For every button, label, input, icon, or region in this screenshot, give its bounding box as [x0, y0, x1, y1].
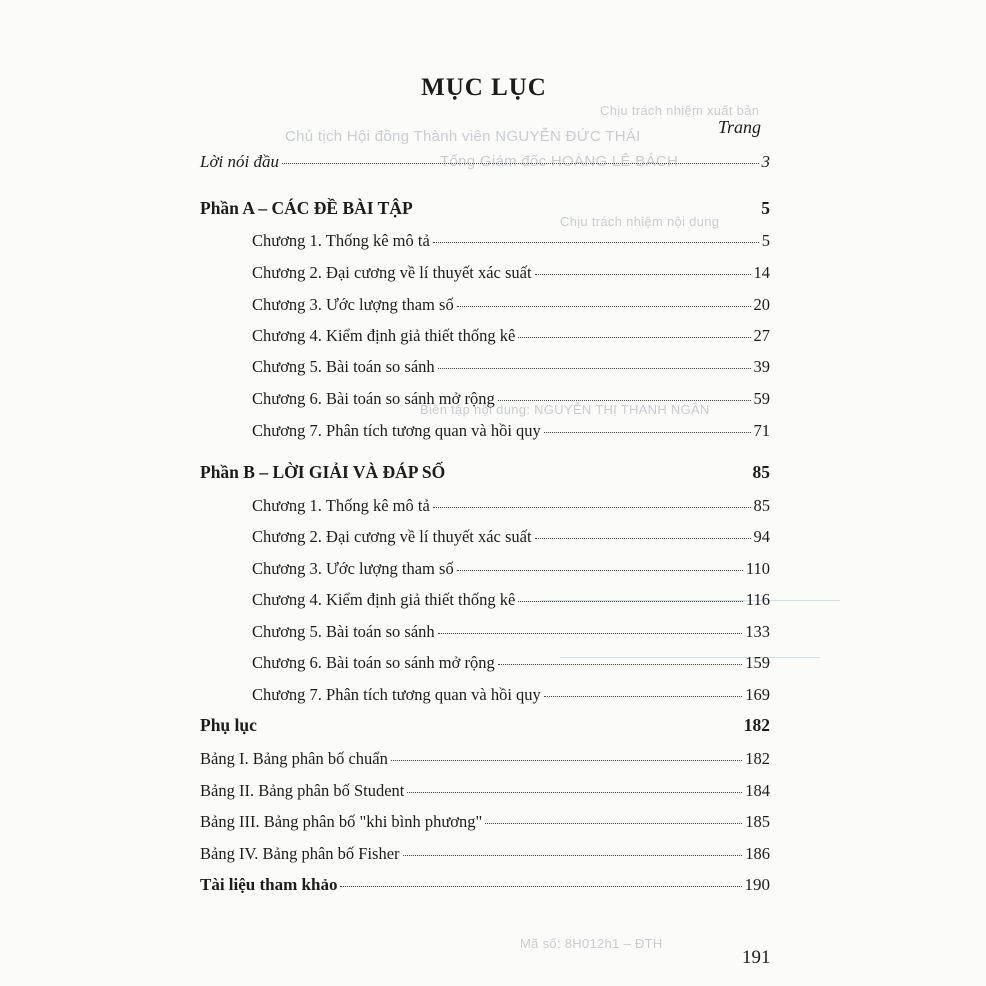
dot-leader — [498, 400, 751, 401]
dot-leader — [457, 570, 743, 571]
dot-leader — [340, 886, 741, 887]
toc-entry-page: 14 — [753, 263, 770, 282]
toc-entry-label: Chương 2. Đại cương về lí thuyết xác suất — [252, 263, 532, 282]
show-through-text: Chịu trách nhiệm xuất bản — [600, 103, 760, 118]
dot-leader — [518, 601, 743, 602]
toc-chapter[interactable] — [252, 559, 770, 579]
toc-entry-label: Chương 5. Bài toán so sánh — [252, 622, 435, 641]
toc-part-b[interactable] — [200, 462, 770, 483]
toc-entry-page: 159 — [745, 653, 770, 672]
show-through-text: Chịu trách nhiệm nội dung — [560, 214, 720, 229]
dot-leader — [485, 823, 742, 824]
toc-part-label: Phần A – CÁC ĐỀ BÀI TẬP — [200, 198, 413, 218]
show-through-text: Biên tập nội dung: NGUYỄN THỊ THANH NGÂN — [420, 402, 710, 417]
toc-entry-label: Bảng III. Bảng phân bố "khi bình phương" — [200, 812, 483, 831]
toc-entry-page: 85 — [753, 496, 770, 515]
toc-entry-label: Chương 1. Thống kê mô tả — [252, 496, 430, 515]
dot-leader — [438, 633, 743, 634]
toc-appendix[interactable] — [200, 715, 770, 736]
toc-entry-label: Chương 5. Bài toán so sánh — [252, 357, 435, 376]
toc-table-entry[interactable] — [200, 844, 770, 864]
toc-part-page: 182 — [743, 715, 770, 735]
dot-leader — [282, 163, 759, 164]
toc-entry-label: Chương 7. Phân tích tương quan và hồi quy — [252, 421, 541, 440]
dot-leader — [403, 855, 743, 856]
toc-entry-label: Chương 6. Bài toán so sánh mở rộng — [252, 653, 495, 672]
toc-chapter[interactable] — [252, 263, 770, 283]
toc-table-entry[interactable] — [200, 781, 770, 801]
show-through-text: Chủ tịch Hội đồng Thành viên NGUYỄN ĐỨC THÁI — [285, 128, 641, 145]
toc-entry-page: 5 — [761, 231, 770, 250]
toc-chapter[interactable] — [252, 389, 770, 409]
toc-entry-page: 39 — [753, 357, 770, 376]
toc-part-page: 5 — [761, 198, 770, 218]
toc-references[interactable] — [200, 875, 770, 895]
toc-entry-page: 190 — [744, 875, 770, 894]
toc-chapter[interactable] — [252, 685, 770, 705]
toc-entry-page: 185 — [745, 812, 770, 831]
dot-leader — [544, 696, 742, 697]
toc-entry-label: Chương 1. Thống kê mô tả — [252, 231, 430, 250]
dot-leader — [535, 538, 751, 539]
toc-entry-label: Bảng II. Bảng phân bố Student — [200, 781, 405, 800]
toc-entry-page: 186 — [745, 844, 770, 863]
toc-part-a[interactable] — [200, 198, 770, 219]
toc-chapter[interactable] — [252, 326, 770, 346]
toc-entry-label: Chương 3. Ước lượng tham số — [252, 559, 454, 578]
toc-chapter[interactable] — [252, 496, 770, 516]
dot-leader — [518, 337, 750, 338]
dot-leader — [433, 507, 751, 508]
toc-entry-page: 110 — [745, 559, 770, 578]
dot-leader — [391, 760, 742, 761]
toc-entry-page: 27 — [753, 326, 770, 345]
dot-leader — [535, 274, 751, 275]
toc-part-label: Phần B – LỜI GIẢI VÀ ĐÁP SỐ — [200, 462, 446, 482]
dot-leader — [438, 368, 751, 369]
toc-chapter[interactable] — [252, 653, 770, 673]
toc-entry-label: Bảng I. Bảng phân bố chuẩn — [200, 749, 388, 768]
toc-entry-label: Bảng IV. Bảng phân bố Fisher — [200, 844, 400, 863]
toc-title: MỤC LỤC — [421, 74, 547, 101]
dot-leader — [433, 242, 759, 243]
toc-entry-page: 133 — [745, 622, 770, 641]
toc-entry-preface[interactable] — [200, 152, 770, 172]
dot-leader — [457, 306, 751, 307]
toc-entry-page: 116 — [745, 590, 770, 609]
toc-entry-label: Chương 6. Bài toán so sánh mở rộng — [252, 389, 495, 408]
toc-chapter[interactable] — [252, 590, 770, 610]
toc-chapter[interactable] — [252, 421, 770, 441]
page-column-header: Trang — [718, 117, 762, 137]
toc-entry-page: 59 — [753, 389, 770, 408]
toc-chapter[interactable] — [252, 295, 770, 315]
toc-entry-page: 94 — [753, 527, 770, 546]
toc-entry-label: Chương 7. Phân tích tương quan và hồi quy — [252, 685, 541, 704]
dot-leader — [544, 432, 751, 433]
show-through-text: Tổng Giám đốc HOÀNG LÊ BÁCH — [440, 153, 679, 170]
dot-leader — [407, 792, 742, 793]
toc-chapter[interactable] — [252, 231, 770, 251]
toc-entry-label: Tài liệu tham khảo — [200, 875, 338, 894]
toc-part-page: 85 — [752, 462, 770, 482]
toc-entry-page: 184 — [745, 781, 770, 800]
dot-leader — [498, 664, 743, 665]
toc-entry-page: 169 — [745, 685, 770, 704]
toc-entry-page: 20 — [753, 295, 770, 314]
toc-chapter[interactable] — [252, 527, 770, 547]
show-through-text: Mã số: 8H012h1 – ĐTH — [520, 936, 663, 951]
toc-entry-label: Lời nói đầu — [200, 152, 279, 171]
toc-entry-label: Chương 4. Kiểm định giả thiết thống kê — [252, 590, 516, 609]
toc-chapter[interactable] — [252, 357, 770, 377]
toc-table-entry[interactable] — [200, 749, 770, 769]
toc-entry-page: 71 — [753, 421, 770, 440]
toc-entry-page: 182 — [745, 749, 770, 768]
toc-entry-label: Chương 4. Kiểm định giả thiết thống kê — [252, 326, 516, 345]
toc-entry-label: Chương 2. Đại cương về lí thuyết xác suất — [252, 527, 532, 546]
toc-chapter[interactable] — [252, 622, 770, 642]
toc-entry-page: 3 — [761, 152, 770, 171]
toc-part-label: Phụ lục — [200, 715, 257, 735]
toc-table-entry[interactable] — [200, 812, 770, 832]
toc-entry-label: Chương 3. Ước lượng tham số — [252, 295, 454, 314]
page-number: 191 — [742, 947, 771, 968]
